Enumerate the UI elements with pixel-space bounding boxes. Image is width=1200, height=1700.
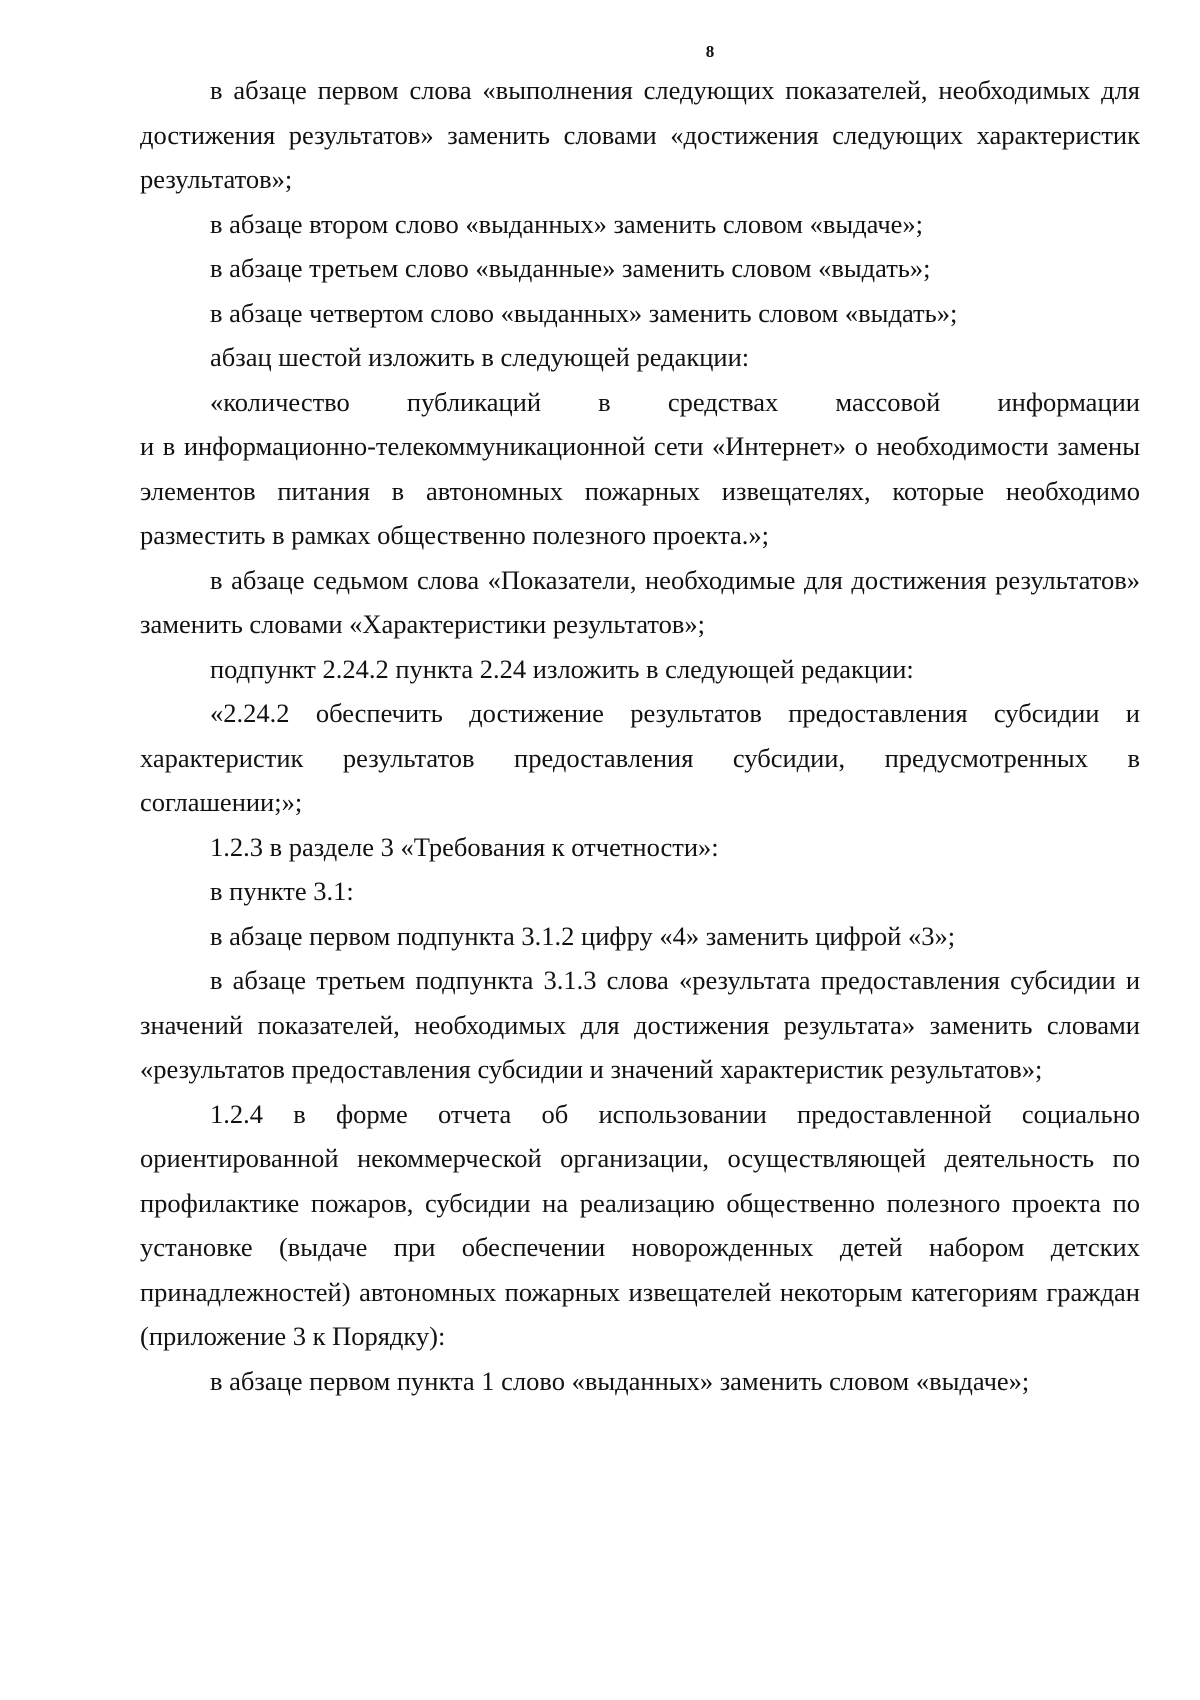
paragraph: в абзаце втором слово «выданных» заменить словом «выдаче»;	[210, 208, 924, 239]
paragraph: абзац шестой изложить в следующей редакции:	[210, 342, 750, 372]
paragraph: в абзаце четвертом слово «выданных» заменить словом «выдать»;	[210, 297, 958, 328]
paragraph: 1.2.3 в разделе 3 «Требования к отчетности»:	[210, 831, 719, 862]
paragraph: в абзаце третьем слово «выданные» заменить словом «выдать»;	[210, 253, 931, 283]
paragraph: в абзаце первом подпункта 3.1.2 цифру «4» заменить цифрой «3»;	[210, 920, 956, 951]
quoted-paragraph-continuation: и в информационно-телекоммуникационной сети «Интернет» о необходимости замены элементов питания в автономных пожарных извещателях, которые необходимо разместить в рамках общественно полезного проекта.»;	[140, 431, 1140, 550]
paragraph: подпункт 2.24.2 пункта 2.24 изложить в следующей редакции:	[210, 653, 914, 684]
paragraph: «2.24.2 обеспечить достижение результатов предоставления субсидии и характеристик результатов предоставления субсидии, предусмотренных в соглашении;»;	[140, 698, 1140, 817]
quoted-paragraph-first-line: «количество публикаций в средствах массовой информации	[210, 386, 1140, 417]
paragraph: в абзаце первом слова «выполнения следующих показателей, необходимых для достижения результатов» заменить словами «достижения следующих характеристик результатов»;	[140, 75, 1140, 194]
paragraph: в абзаце третьем подпункта 3.1.3 слова «результата предоставления субсидии и значений показателей, необходимых для достижения результата» заменить словами «результатов предоставления субсидии и значений характеристик результатов»;	[140, 965, 1140, 1084]
page-number: 8	[705, 42, 715, 61]
paragraph: в абзаце первом пункта 1 слово «выданных» заменить словом «выдаче»;	[210, 1365, 1030, 1396]
paragraph: в пункте 3.1:	[210, 876, 354, 906]
paragraph: в абзаце седьмом слова «Показатели, необходимые для достижения результатов» заменить словами «Характеристики результатов»;	[140, 564, 1140, 639]
paragraph: 1.2.4 в форме отчета об использовании предоставленной социально ориентированной некоммерческой организации, осуществляющей деятельность по профилактике пожаров, субсидии на реализацию общественно полезного проекта по установке (выдаче при обеспечении новорожденных детей набором детских принадлежностей) автономных пожарных извещателей некоторым категориям граждан (приложение 3 к Порядку):	[140, 1098, 1140, 1351]
